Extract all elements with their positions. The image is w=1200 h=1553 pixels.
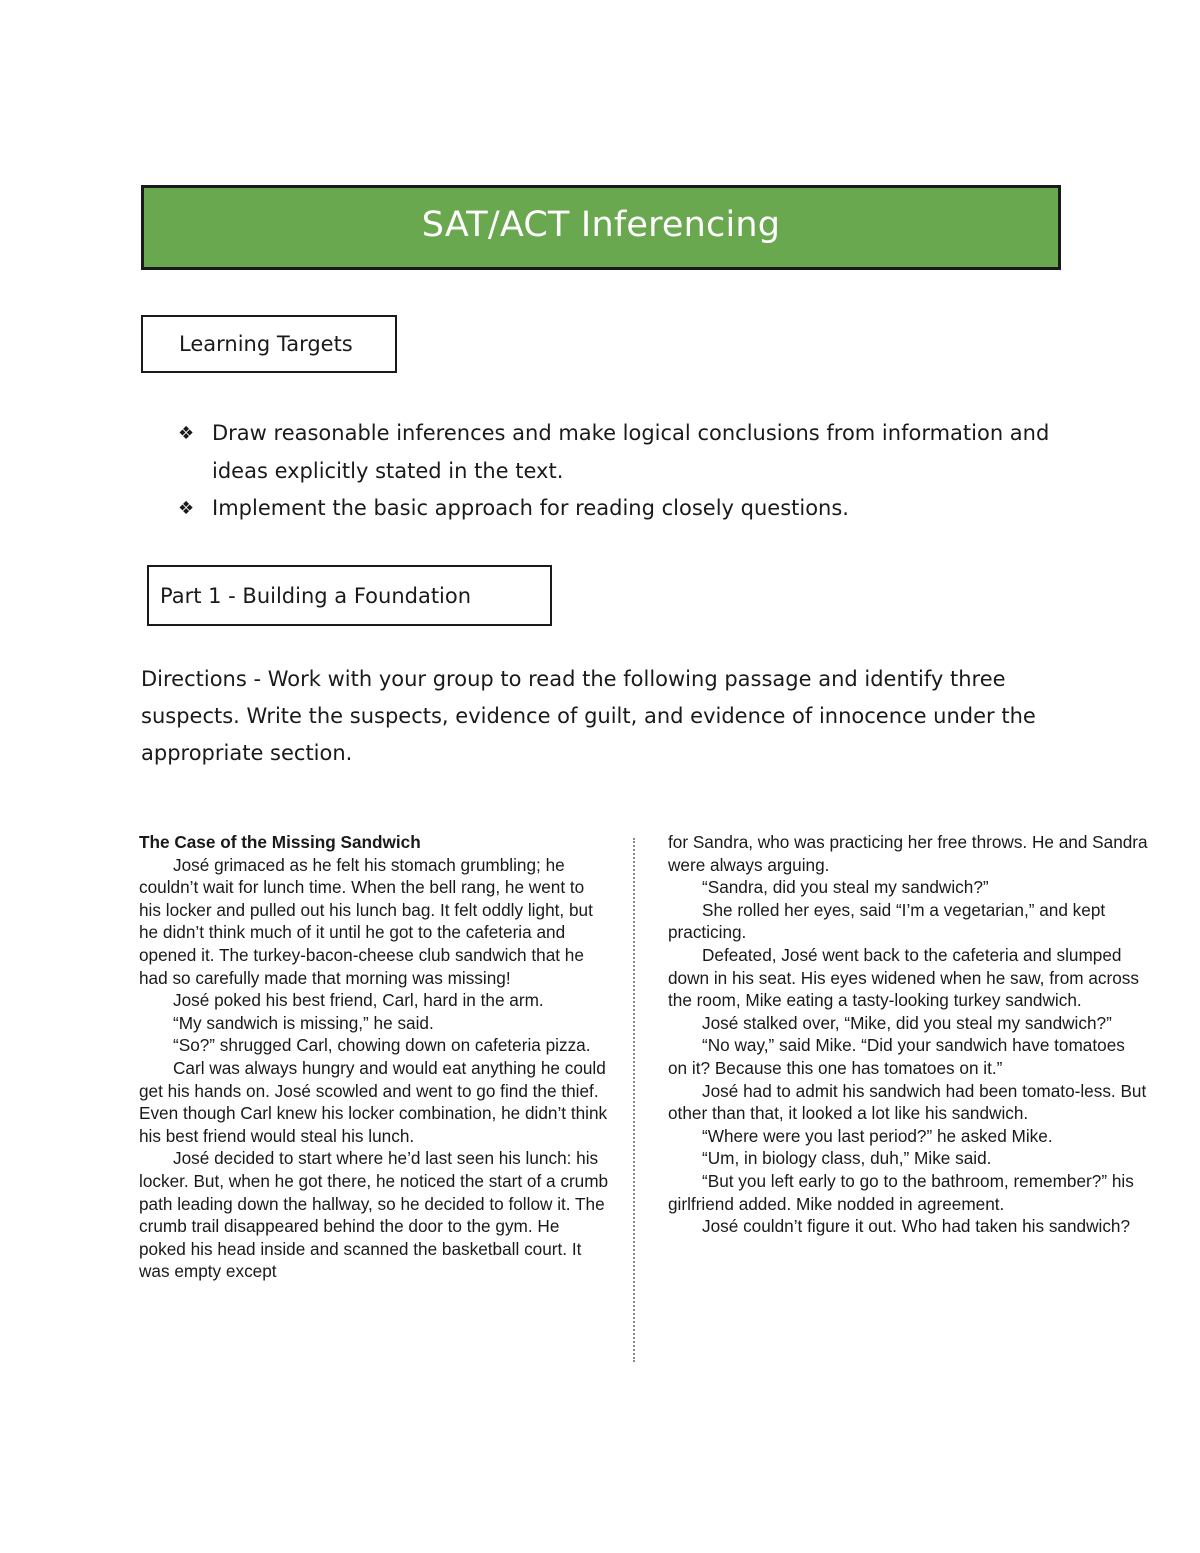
story-paragraph: She rolled her eyes, said “I’m a vegetarian,” and kept practicing. [668, 899, 1106, 943]
diamond-bullet-icon: ❖ [178, 423, 195, 444]
story-paragraph: José couldn’t figure it out. Who had taken his sandwich? [702, 1216, 1131, 1237]
learning-target-text: Draw reasonable inferences and make logical conclusions from information and ideas explicitly stated in the text. [212, 421, 1050, 483]
learning-targets-label-box [141, 315, 397, 373]
learning-targets-label: Learning Targets [179, 332, 353, 356]
story-paragraph: Defeated, José went back to the cafeteria and slumped down in his seat. His eyes widened when he saw, from across the room, Mike eating a tasty-looking turkey sandwich. [668, 944, 1139, 1011]
column-divider [633, 838, 635, 1362]
learning-targets-list [178, 415, 1078, 528]
story-column-right [668, 831, 1148, 1238]
part1-label-box [147, 565, 552, 626]
story-paragraph: “Where were you last period?” he asked Mike. [702, 1125, 1053, 1146]
story-paragraph: José had to admit his sandwich had been tomato-less. But other than that, it looked a lot like his sandwich. [668, 1080, 1147, 1124]
title-banner [141, 185, 1061, 270]
story-paragraph: “So?” shrugged Carl, chowing down on cafeteria pizza. [173, 1035, 591, 1056]
story-paragraph: José decided to start where he’d last seen his lunch: his locker. But, when he got there, he noticed the start of a crumb path leading down the hallway, so he decided to follow it. The crumb trail disappeared behind the door to the gym. He poked his head inside and scanned the basketball court. It was empty except [139, 1148, 609, 1282]
part1-label: Part 1 - Building a Foundation [160, 583, 472, 608]
directions-text: Directions - Work with your group to read the following passage and identify three suspects. Write the suspects, evidence of guilt, and evidence of innocence under the appropriate section. [141, 667, 1036, 765]
learning-target-text: Implement the basic approach for reading closely questions. [212, 496, 849, 520]
story-paragraph: José poked his best friend, Carl, hard in the arm. [173, 990, 544, 1011]
story-paragraph: “No way,” said Mike. “Did your sandwich have tomatoes on it? Because this one has tomatoes on it.” [668, 1035, 1125, 1078]
page-title: SAT/ACT Inferencing [421, 204, 781, 245]
story-paragraph: “My sandwich is missing,” he said. [173, 1012, 434, 1033]
story-paragraph: José stalked over, “Mike, did you steal my sandwich?” [702, 1012, 1112, 1033]
story-title: The Case of the Missing Sandwich [139, 832, 421, 852]
story-paragraph: “But you left early to go to the bathroom, remember?” his girlfriend added. Mike nodded in agreement. [668, 1170, 1134, 1214]
diamond-bullet-icon: ❖ [178, 498, 195, 519]
story-paragraph: “Sandra, did you steal my sandwich?” [702, 877, 989, 898]
story-paragraph: “Um, in biology class, duh,” Mike said. [702, 1148, 992, 1169]
story-paragraph: for Sandra, who was practicing her free throws. He and Sandra were always arguing. [668, 832, 1148, 875]
list-item [178, 415, 1078, 490]
list-item [178, 490, 1078, 528]
story-column-left [139, 831, 609, 1283]
story-paragraph: Carl was always hungry and would eat anything he could get his hands on. José scowled and went to go find the thief. Even though Carl knew his locker combination, he didn’t think his best friend would steal his lunch. [139, 1057, 608, 1146]
story-paragraph: José grimaced as he felt his stomach grumbling; he couldn’t wait for lunch time. When the bell rang, he went to his locker and pulled out his lunch bag. It felt oddly light, but he didn’t think much of it until he got to the cafeteria and opened it. The turkey-bacon-cheese club sandwich that he had so carefully made that morning was missing! [139, 854, 593, 988]
